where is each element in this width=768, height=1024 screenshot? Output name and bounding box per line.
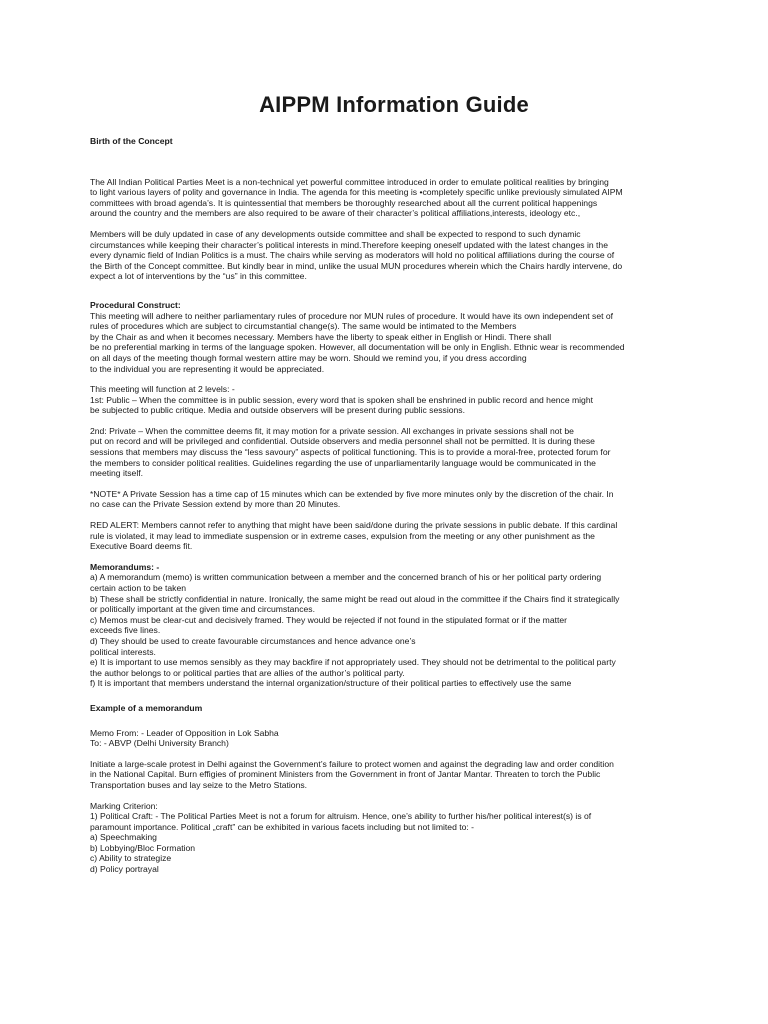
text-line: Members will be duly updated in case of any developments outside committee and shall be expected to respond to such dynamic	[90, 228, 581, 239]
paragraph-memo-header	[90, 728, 698, 749]
text-line: e) It is important to use memos sensibly as they may backfire if not appropriately used. They should not be detrimental to the political party	[90, 657, 616, 668]
section-heading-memoranda: Memorandums: -	[90, 561, 160, 572]
text-line: paramount importance. Political „craft” can be exhibited in various facets including but not limited to: -	[90, 821, 475, 832]
section-heading-procedural: Procedural Construct:	[90, 299, 181, 310]
paragraph-memoranda	[90, 562, 698, 689]
text-line: in the National Capital. Burn effigies of prominent Ministers from the Government in front of Jantar Mantar. Threaten to torch the Public	[90, 769, 601, 780]
text-line: to the individual you are representing it would be appreciated.	[90, 363, 325, 374]
text-line: or politically important at the given time and circumstances.	[90, 604, 315, 615]
section-heading-birth: Birth of the Concept	[90, 136, 173, 146]
text-line: Memo From: - Leader of Opposition in Lok Sabha	[90, 727, 279, 738]
paragraph-intro	[90, 177, 698, 219]
text-line: b) Lobbying/Bloc Formation	[90, 842, 196, 853]
text-line: meeting itself.	[90, 468, 144, 479]
text-line: a) A memorandum (memo) is written communication between a member and the concerned branch of his or her political party ordering	[90, 572, 602, 583]
text-line: To: - ABVP (Delhi University Branch)	[90, 738, 229, 749]
text-line: be subjected to public critique. Media and outside observers will be present during public sessions.	[90, 405, 465, 416]
text-line: a) Speechmaking	[90, 832, 157, 843]
text-line: rules of procedures which are subject to circumstantial change(s). The same would be intimated to the Members	[90, 321, 517, 332]
text-line: RED ALERT: Members cannot refer to anything that might have been said/done during the private sessions in public debate. If this cardinal	[90, 520, 618, 531]
text-line: sessions that members may discuss the “less savoury” aspects of political functioning. This is to provide a moral-free, protected forum for	[90, 447, 611, 458]
text-line: expect a lot of interventions by the “us” in this committee.	[90, 271, 307, 282]
text-line: d) They should be used to create favourable circumstances and hence advance one’s	[90, 635, 416, 646]
paragraph-updated	[90, 229, 698, 282]
text-line: b) These shall be strictly confidential in nature. Ironically, the same might be read out aloud in the committee if the Chairs find it strategically	[90, 593, 620, 604]
text-line: exceeds five lines.	[90, 625, 161, 636]
text-line: d) Policy portrayal	[90, 864, 159, 875]
paragraph-procedural	[90, 300, 698, 374]
text-line: Initiate a large-scale protest in Delhi against the Government’s failure to protect women and against the degrading law and order condition	[90, 758, 614, 769]
text-line: to light various layers of polity and governance in India. The agenda for this meeting is •completely specific unlike previously simulated AIPM	[90, 187, 623, 198]
text-line: This meeting will function at 2 levels: -	[90, 384, 235, 395]
text-line: circumstances while keeping their character’s political interests in mind.Therefore keeping oneself updated with the latest changes in the	[90, 239, 608, 250]
text-line: *NOTE* A Private Session has a time cap of 15 minutes which can be extended by five more minutes only by the discretion of the chair. In	[90, 488, 614, 499]
text-line: no case can the Private Session extend by more than 20 Minutes.	[90, 499, 341, 510]
text-line: Executive Board deems fit.	[90, 541, 193, 552]
page-title: AIPPM Information Guide	[259, 92, 529, 117]
text-line: 1st: Public – When the committee is in public session, every word that is spoken shall be enshrined in public record and hence might	[90, 394, 593, 405]
text-line: 2nd: Private – When the committee deems fit, it may motion for a private session. All exchanges in private sessions shall not be	[90, 425, 574, 436]
text-line: committees with broad agenda’s. It is quintessential that members be thoroughly researched about all the current political happenings	[90, 197, 598, 208]
text-line: 1) Political Craft: - The Political Parties Meet is not a forum for altruism. Hence, one’s ability to further his/her political interest(s) is of	[90, 811, 592, 822]
text-line: on all days of the meeting though formal western attire may be worn. Should we remind you, if you dress according	[90, 352, 527, 363]
document-body	[90, 136, 698, 875]
text-line: every dynamic field of Indian Politics is a must. The chairs while serving as moderators will hold no political affiliations during the course of	[90, 250, 615, 261]
text-line: Marking Criterion:	[90, 800, 158, 811]
text-line: the members to consider political realities. Guidelines regarding the use of unparliamentarily language would be communicated in the	[90, 457, 596, 468]
text-line: certain action to be taken	[90, 583, 187, 593]
paragraph-marking	[90, 801, 698, 875]
paragraph-levels	[90, 384, 698, 416]
text-line: put on record and will be privileged and confidential. Outside observers and media personnel shall not be permitted. It is during these	[90, 436, 595, 447]
text-line: f) It is important that members understand the internal organization/structure of their political parties to effectively use the same	[90, 678, 572, 689]
text-line: The All Indian Political Parties Meet is a non-technical yet powerful committee introduced in order to emulate political realities by bringing	[90, 176, 609, 187]
paragraph-private	[90, 426, 698, 479]
paragraph-example-heading	[90, 703, 698, 714]
text-line: This meeting will adhere to neither parliamentary rules of procedure nor MUN rules of procedure. It would have its own independent set of	[90, 310, 614, 321]
text-line: political interests.	[90, 646, 156, 657]
text-line: the Birth of the Concept committee. But kindly bear in mind, unlike the usual MUN procedures wherein which the Chairs hardly intervene, do	[90, 260, 623, 271]
text-line: c) Memos must be clear-cut and decisively framed. They would be rejected if not found in the stipulated format or if the matter	[90, 614, 568, 625]
text-line: around the country and the members are also required to be aware of their character’s political affiliations,interests, ideology etc.,	[90, 208, 581, 219]
text-line: rule is violated, it may lead to immediate suspension or in extreme cases, expulsion from the meeting or any other punishment as the	[90, 530, 595, 541]
text-line: the author belongs to or political parties that are allies of the author’s political party.	[90, 667, 405, 678]
text-line: c) Ability to strategize	[90, 853, 172, 864]
text-line: Transportation buses and lay seize to the Metro Stations.	[90, 779, 308, 790]
paragraph-memo-body	[90, 759, 698, 791]
paragraph-red-alert	[90, 520, 698, 552]
text-line: by the Chair as and when it becomes necessary. Members have the liberty to speak either in English or Hindi. There shall	[90, 331, 552, 342]
section-heading-example: Example of a memorandum	[90, 702, 203, 713]
text-line: be no preferential marking in terms of the language spoken. However, all documentation will be only in English. Ethnic wear is recommended	[90, 342, 625, 353]
paragraph-note	[90, 489, 698, 510]
